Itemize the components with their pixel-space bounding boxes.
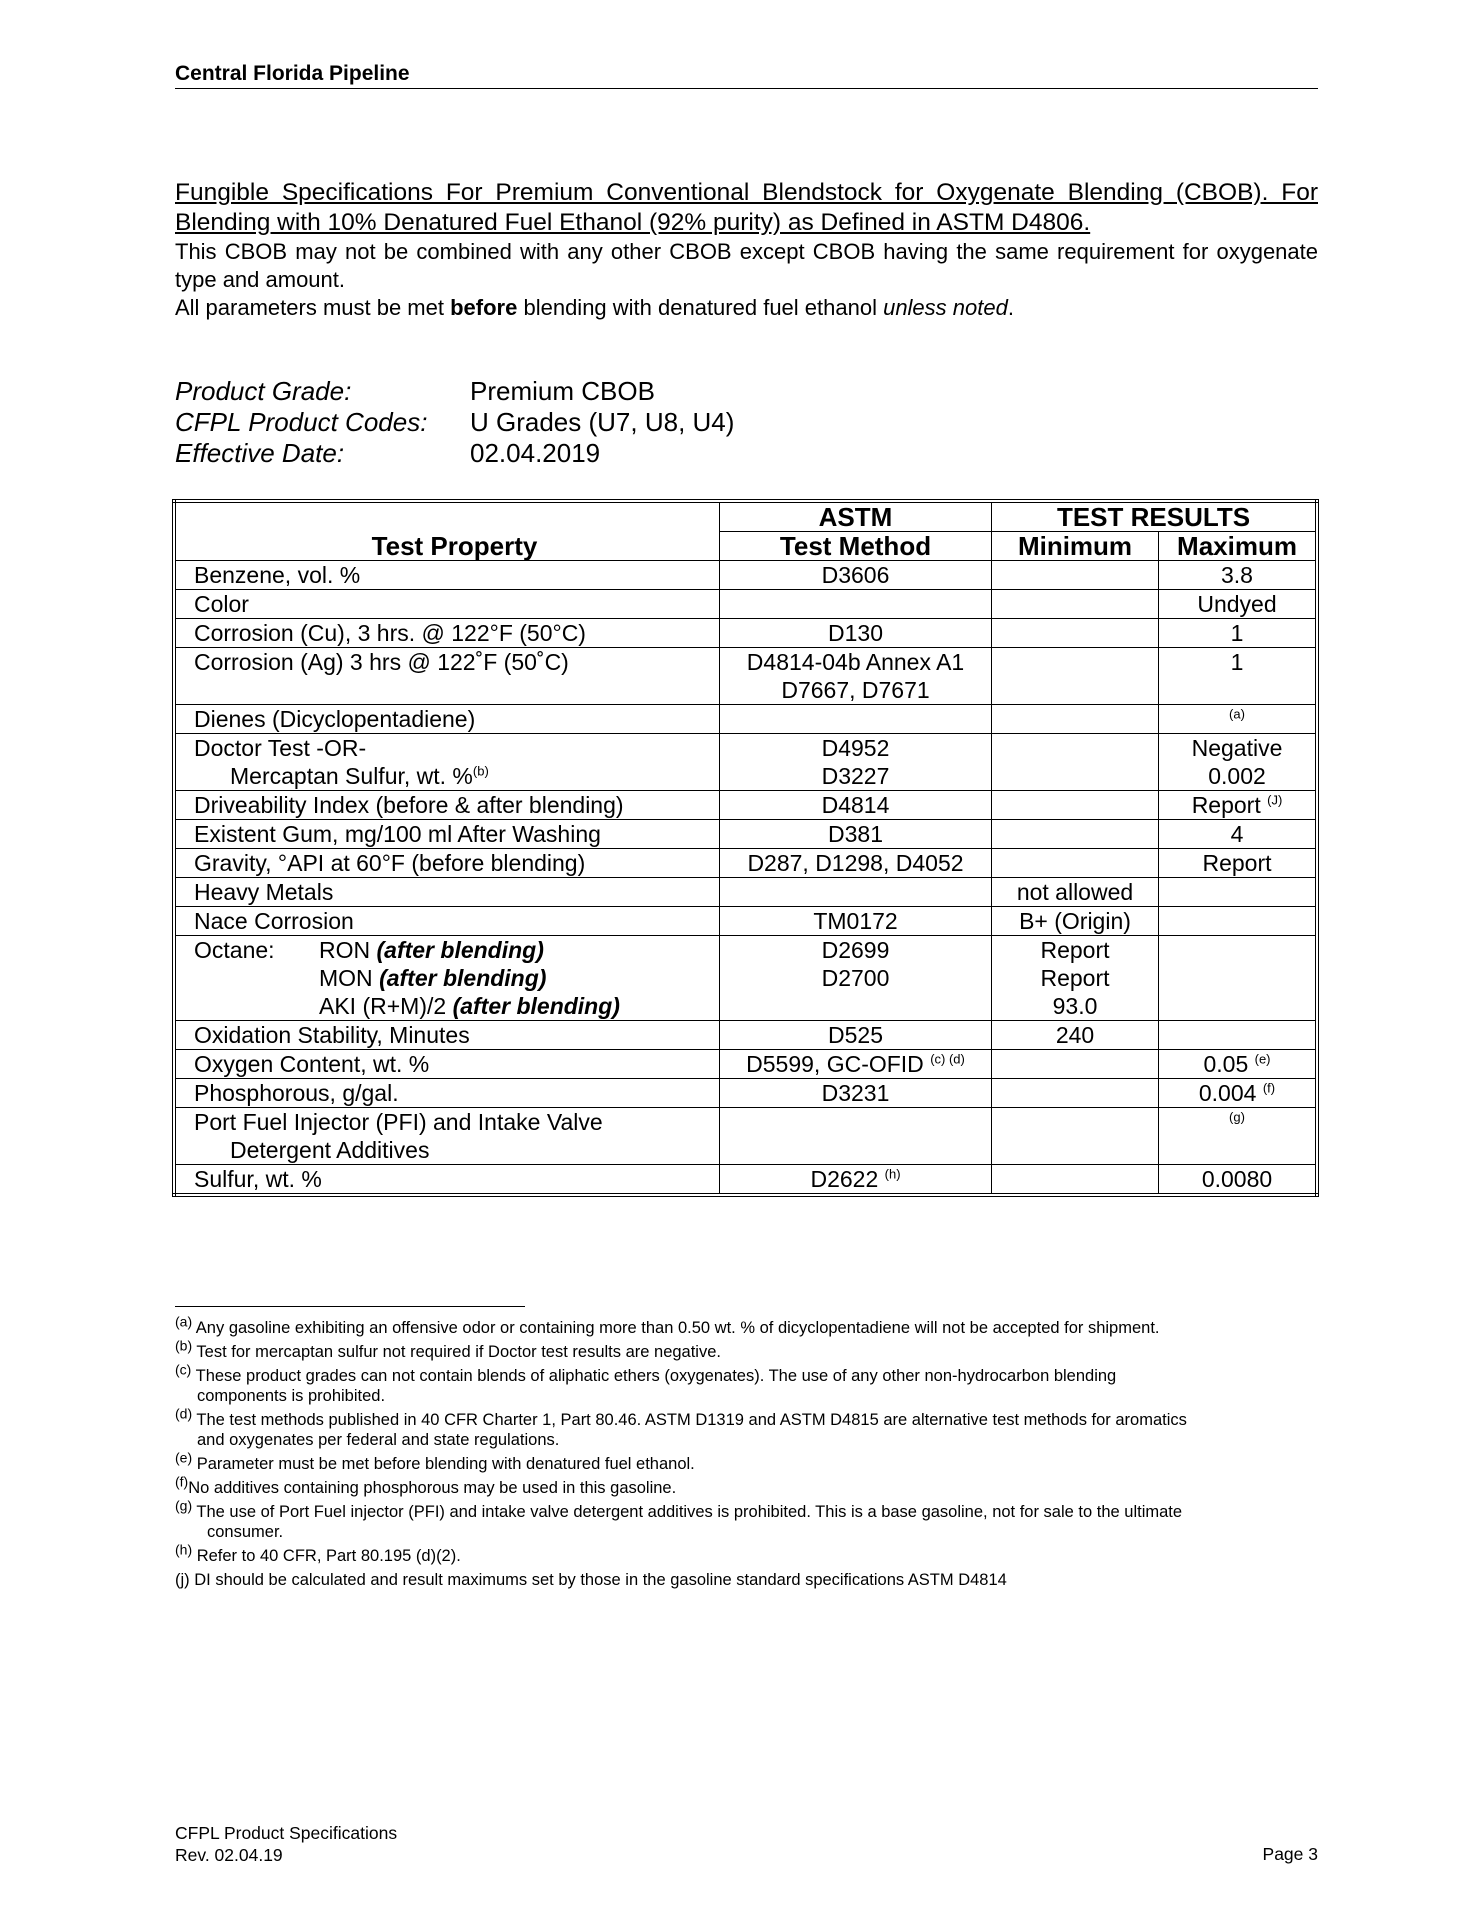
cell-method: D130 [720,619,992,648]
cell-max: Undyed [1159,590,1318,619]
cell-property: Existent Gum, mg/100 ml After Washing [174,820,720,849]
table-row [174,849,1317,878]
cell-max [1159,907,1318,936]
cell-max [1159,734,1318,791]
method-ron: D2699 [821,937,890,963]
footnote-ref: (c) (d) [930,1051,965,1067]
table-row [174,648,1317,705]
intro-paragraph-2 [175,294,1318,322]
meta-key: CFPL Product Codes: [175,407,428,437]
spec-headline: Fungible Specifications For Premium Conventional Blendstock for Oxygenate Blending (CBOB). For Blending with 10% Denatured Fuel Ethanol (92% purity) as Defined in ASTM D4806. [175,179,1318,236]
footnote-ref: (h) [884,1166,901,1182]
cell-method: TM0172 [720,907,992,936]
cell-min [992,734,1159,791]
meta-value: U Grades (U7, U8, U4) [470,407,735,437]
cell-property: Phosphorous, g/gal. [174,1079,720,1108]
intro-section [175,178,1318,322]
cell-property: Dienes (Dicyclopentadiene) [174,705,720,734]
intro-paragraph-1: This CBOB may not be combined with any other CBOB except CBOB having the same requirement for oxygenate type and amount. [175,239,1318,292]
meta-value: Premium CBOB [470,376,655,406]
cell-min [992,705,1159,734]
cell-min [992,1165,1159,1196]
cell-property: Sulfur, wt. % [174,1165,720,1196]
cell-min [992,820,1159,849]
cell-method [720,1108,992,1165]
property-line-1: Doctor Test -OR- [194,735,367,761]
table-row [174,734,1317,791]
cell-min [992,648,1159,705]
cell-property: Heavy Metals [174,878,720,907]
cell-max [1159,705,1318,734]
table-header-row-1 [174,501,1317,532]
max-line-2: 0.002 [1208,763,1266,789]
cell-min [992,1050,1159,1079]
page-number: Page 3 [1262,1844,1318,1864]
method-line-2: D3227 [821,763,890,789]
cell-method [720,705,992,734]
cell-max: 3.8 [1159,561,1318,590]
table-row [174,820,1317,849]
table-row [174,1021,1317,1050]
cell-min [992,936,1159,1021]
table-row [174,619,1317,648]
table-row [174,590,1317,619]
para2-italic-unless-noted: unless noted [883,295,1008,320]
table-row [174,561,1317,590]
page-footer [175,1822,397,1866]
property-line-2: Detergent Additives [230,1137,430,1163]
cell-method: D5599, GC-OFID $^{(c) (d)}$ [720,1050,992,1079]
footnote-g: $^{(g)}$ The use of Port Fuel injector (PFI) and intake valve detergent additives is prohibited. This is a base gasoline, not for sale to the ultimate consumer. [175,1497,1183,1541]
method-line-1: D4952 [821,735,890,761]
cell-property: Corrosion (Cu), 3 hrs. @ 122°F (50°C) [174,619,720,648]
meta-row-effective-date [175,438,734,469]
header-minimum: Minimum [992,532,1159,561]
para2-text-a: All parameters must be met [175,295,451,320]
cell-min [992,590,1159,619]
cell-property: Nace Corrosion [174,907,720,936]
header-maximum: Maximum [1159,532,1318,561]
cell-max: 1 [1159,648,1318,705]
footnote-ref: (a) [1229,706,1245,722]
octane-label: Octane: [194,937,275,963]
para2-bold-before: before [450,295,518,320]
footnote-d: $^{(d)}$ The test methods published in 40 CFR Charter 1, Part 80.46. ASTM D1319 and ASTM D4815 are alternative test methods for aromatics and oxygenates per federal and state regulations. [175,1405,1187,1449]
cell-method: D3231 [720,1079,992,1108]
footer-doc-title: CFPL Product Specifications [175,1823,398,1843]
meta-key: Product Grade: [175,376,352,406]
octane-block [194,936,715,1020]
cell-min [992,849,1159,878]
method-mon: D2700 [821,965,890,991]
cell-method [720,936,992,1021]
footnote-ref: (J) [1267,792,1283,808]
method-line-2: D7667, D7671 [781,677,930,703]
cell-method: D3606 [720,561,992,590]
cell-min: B+ (Origin) [992,907,1159,936]
cell-property [174,1108,720,1165]
meta-row-product-grade [175,376,734,407]
min-aki: 93.0 [1052,993,1098,1019]
footnote-f: $^{(f)}$No additives containing phosphorous may be used in this gasoline. [175,1473,677,1497]
cell-min [992,561,1159,590]
cell-method: D4814 [720,791,992,820]
product-meta [175,376,734,469]
cell-method: D381 [720,820,992,849]
cell-method [720,734,992,791]
cell-min: 240 [992,1021,1159,1050]
method-line-1: D4814-04b Annex A1 [746,649,965,675]
cell-max: 0.05 $^{(e)}$ [1159,1050,1318,1079]
page-header-title: Central Florida Pipeline [175,62,1318,89]
cell-property [174,936,720,1021]
cell-max: 0.0080 [1159,1165,1318,1196]
header-test-method: Test Method [720,532,992,561]
table-row [174,791,1317,820]
header-astm: ASTM [720,501,992,532]
footer-revision: Rev. 02.04.19 [175,1845,283,1865]
footnote-ref: (g) [1229,1109,1245,1125]
footnote-c: $^{(c)}$ These product grades can not contain blends of aliphatic ethers (oxygenates). The use of any other non-hydrocarbon blending components is prohibited. [175,1361,1117,1405]
footnote-a: $^{(a)}$ Any gasoline exhibiting an offensive odor or containing more than 0.50 wt. % of dicyclopentadiene will not be accepted for shipment. [175,1313,1160,1337]
table-row [174,878,1317,907]
cell-max [1159,878,1318,907]
footnotes [175,1313,1318,1594]
octane-ron: RON (after blending) [319,937,544,963]
para2-text-c: blending with denatured fuel ethanol [517,295,884,320]
header-test-results: TEST RESULTS [992,501,1318,532]
cell-property: Driveability Index (before & after blending) [174,791,720,820]
cell-max [1159,1108,1318,1165]
cell-min [992,619,1159,648]
cell-property: Oxidation Stability, Minutes [174,1021,720,1050]
cell-min: not allowed [992,878,1159,907]
footnote-e: $^{(e)}$ Parameter must be met before blending with denatured fuel ethanol. [175,1449,695,1473]
cell-property: Color [174,590,720,619]
cell-method [720,648,992,705]
cell-max: Report $^{(J)}$ [1159,791,1318,820]
octane-aki: AKI (R+M)/2 (after blending) [319,993,620,1019]
cell-min [992,1079,1159,1108]
property-line-2: Mercaptan Sulfur, wt. %$^{(b)}$ [230,763,489,789]
min-ron: Report [1040,937,1110,963]
max-line-1: Negative [1191,735,1283,761]
cell-min [992,1108,1159,1165]
cell-property: Benzene, vol. % [174,561,720,590]
meta-key: Effective Date: [175,438,345,468]
footnote-j: (j) DI should be calculated and result maximums set by those in the gasoline standard specifications ASTM D4814 [175,1571,1007,1589]
meta-value: 02.04.2019 [470,438,601,468]
cell-max: 0.004 $^{(f)}$ [1159,1079,1318,1108]
footnote-ref: (b) [472,763,489,779]
footnote-h: $^{(h)}$ Refer to 40 CFR, Part 80.195 (d)(2). [175,1541,461,1565]
table-row [174,1165,1317,1196]
cell-max: 1 [1159,619,1318,648]
cell-method: D287, D1298, D4052 [720,849,992,878]
cell-max: 4 [1159,820,1318,849]
cell-method [720,590,992,619]
octane-mon: MON (after blending) [319,965,547,991]
header-test-property: Test Property [174,501,720,561]
footnote-ref: (e) [1254,1051,1271,1067]
footnote-divider [175,1306,525,1307]
cell-max [1159,936,1318,1021]
table-row [174,936,1317,1021]
footnote-b: $^{(b)}$ Test for mercaptan sulfur not required if Doctor test results are negative. [175,1337,721,1361]
cell-method: D2622 $^{(h)}$ [720,1165,992,1196]
cell-min [992,791,1159,820]
para2-text-e: . [1007,295,1014,320]
table-row [174,1050,1317,1079]
octane-lines [319,936,620,1020]
table-row [174,1079,1317,1108]
property-line-1: Port Fuel Injector (PFI) and Intake Valve [194,1109,603,1135]
cell-property: Corrosion (Ag) 3 hrs @ 122˚F (50˚C) [174,648,720,705]
spec-table [172,499,1319,1197]
table-row [174,705,1317,734]
cell-method [720,878,992,907]
table-row [174,1108,1317,1165]
cell-method: D525 [720,1021,992,1050]
table-row [174,907,1317,936]
cell-property: Gravity, °API at 60°F (before blending) [174,849,720,878]
cell-max [1159,1021,1318,1050]
cell-property [174,734,720,791]
footnote-ref: (f) [1262,1080,1276,1096]
cell-property: Oxygen Content, wt. % [174,1050,720,1079]
cell-max: Report [1159,849,1318,878]
meta-row-product-codes [175,407,734,438]
min-mon: Report [1040,965,1110,991]
